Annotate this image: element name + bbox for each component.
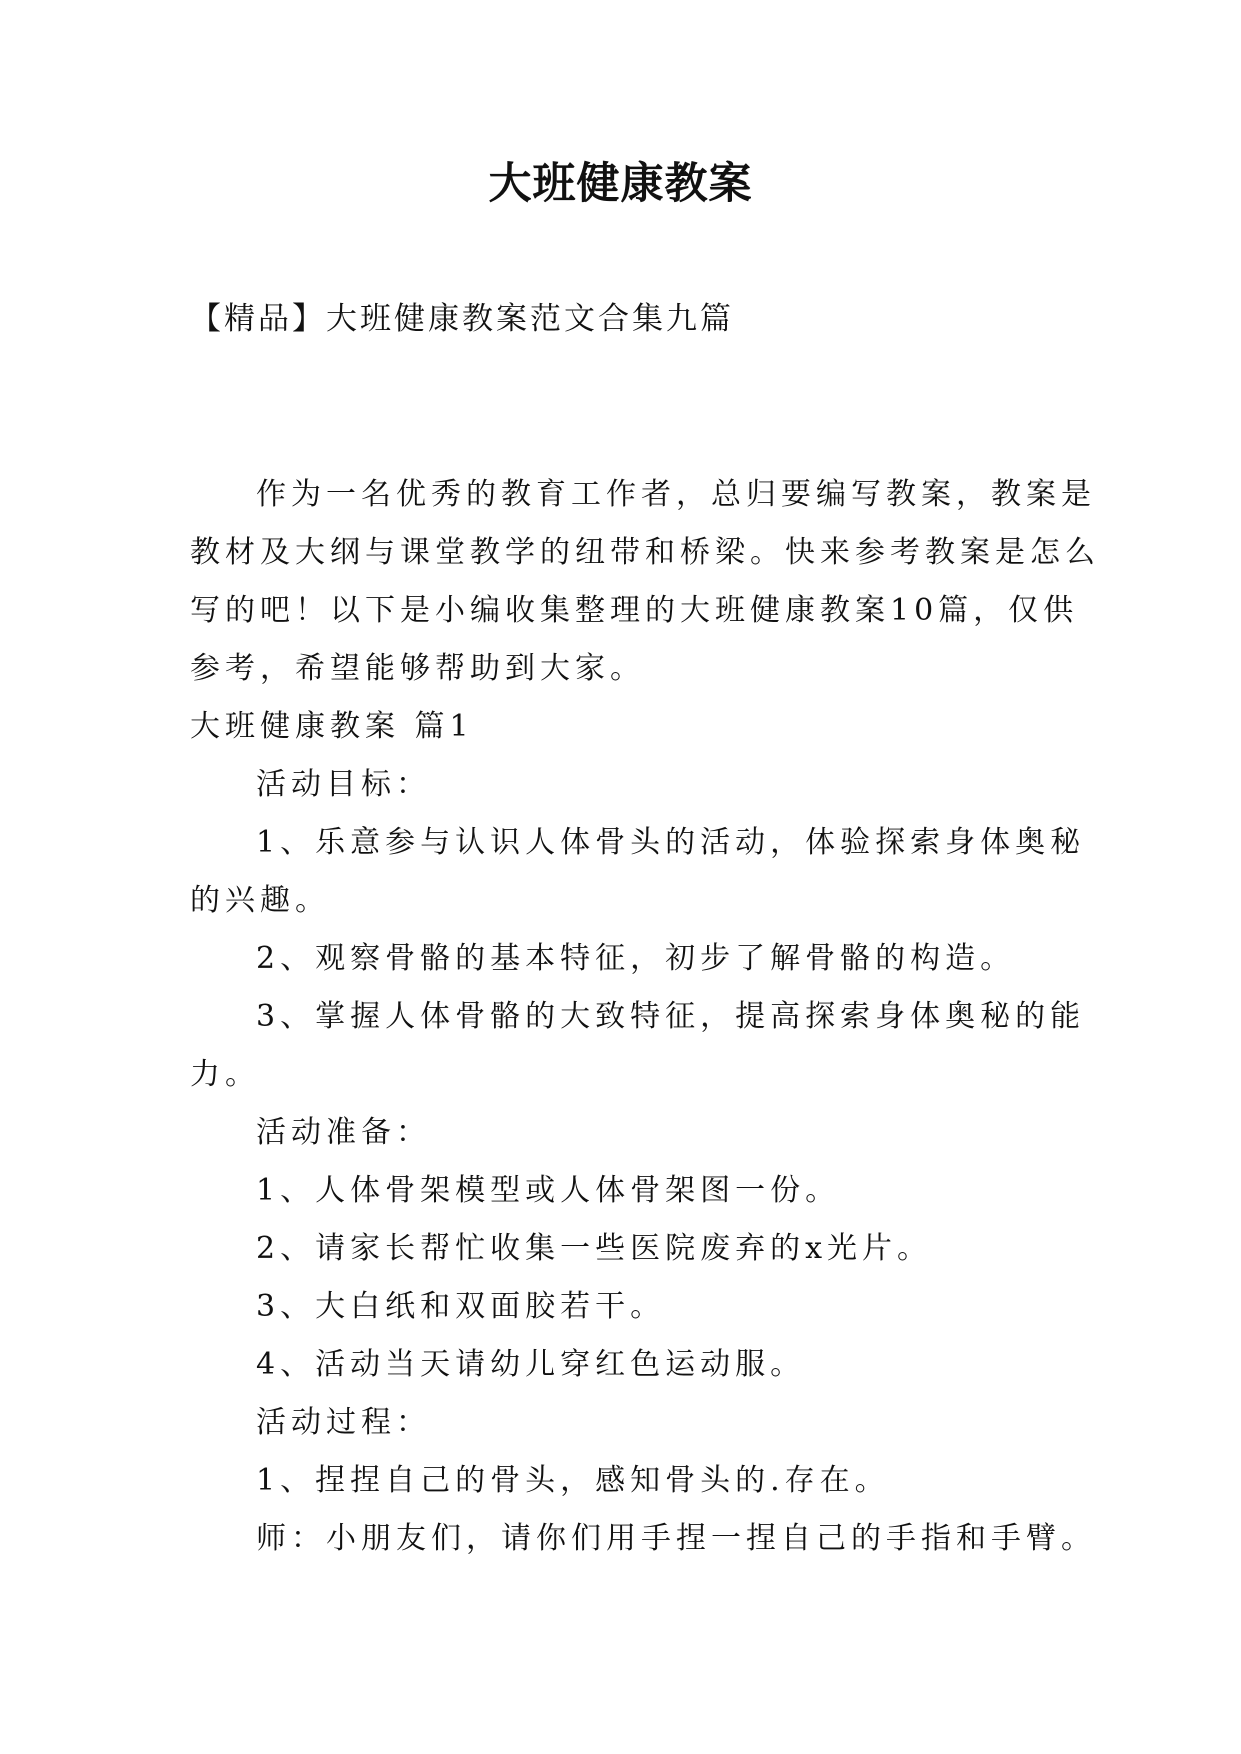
paragraph-line: 1、人体骨架模型或人体骨架图一份。 — [256, 1173, 841, 1208]
paragraph-line: 力。 — [190, 1057, 260, 1092]
paragraph-line: 活动目标： — [256, 767, 431, 802]
paragraph-line: 4、活动当天请幼儿穿红色运动服。 — [256, 1347, 806, 1382]
paragraph-line: 2、观察骨骼的基本特征，初步了解骨骼的构造。 — [256, 941, 1016, 976]
paragraph-line: 作为一名优秀的教育工作者，总归要编写教案，教案是 — [256, 477, 1096, 512]
paragraph-line: 写的吧！以下是小编收集整理的大班健康教案10篇，仅供 — [190, 593, 1079, 628]
paragraph-line: 3、大白纸和双面胶若干。 — [256, 1289, 666, 1324]
paragraph-line: 的兴趣。 — [190, 883, 330, 918]
document-subtitle: 【精品】大班健康教案范文合集九篇 — [190, 301, 734, 337]
paragraph-line: 参考，希望能够帮助到大家。 — [190, 651, 645, 686]
paragraph-line: 2、请家长帮忙收集一些医院废弃的x光片。 — [256, 1231, 933, 1266]
paragraph-line: 1、乐意参与认识人体骨头的活动，体验探索身体奥秘 — [256, 825, 1086, 860]
document-title: 大班健康教案 — [488, 159, 753, 209]
document-body — [190, 466, 1100, 1568]
paragraph-line: 1、捏捏自己的骨头，感知骨头的.存在。 — [256, 1463, 890, 1498]
paragraph-line: 活动过程： — [256, 1405, 431, 1440]
paragraph-line: 师：小朋友们，请你们用手捏一捏自己的手指和手臂。 — [256, 1521, 1096, 1556]
paragraph-line: 活动准备： — [256, 1115, 431, 1150]
paragraph-line: 教材及大纲与课堂教学的纽带和桥梁。快来参考教案是怎么 — [190, 535, 1100, 570]
paragraph-line: 大班健康教案 篇1 — [190, 709, 474, 744]
paragraph-line: 3、掌握人体骨骼的大致特征，提高探索身体奥秘的能 — [256, 999, 1086, 1034]
